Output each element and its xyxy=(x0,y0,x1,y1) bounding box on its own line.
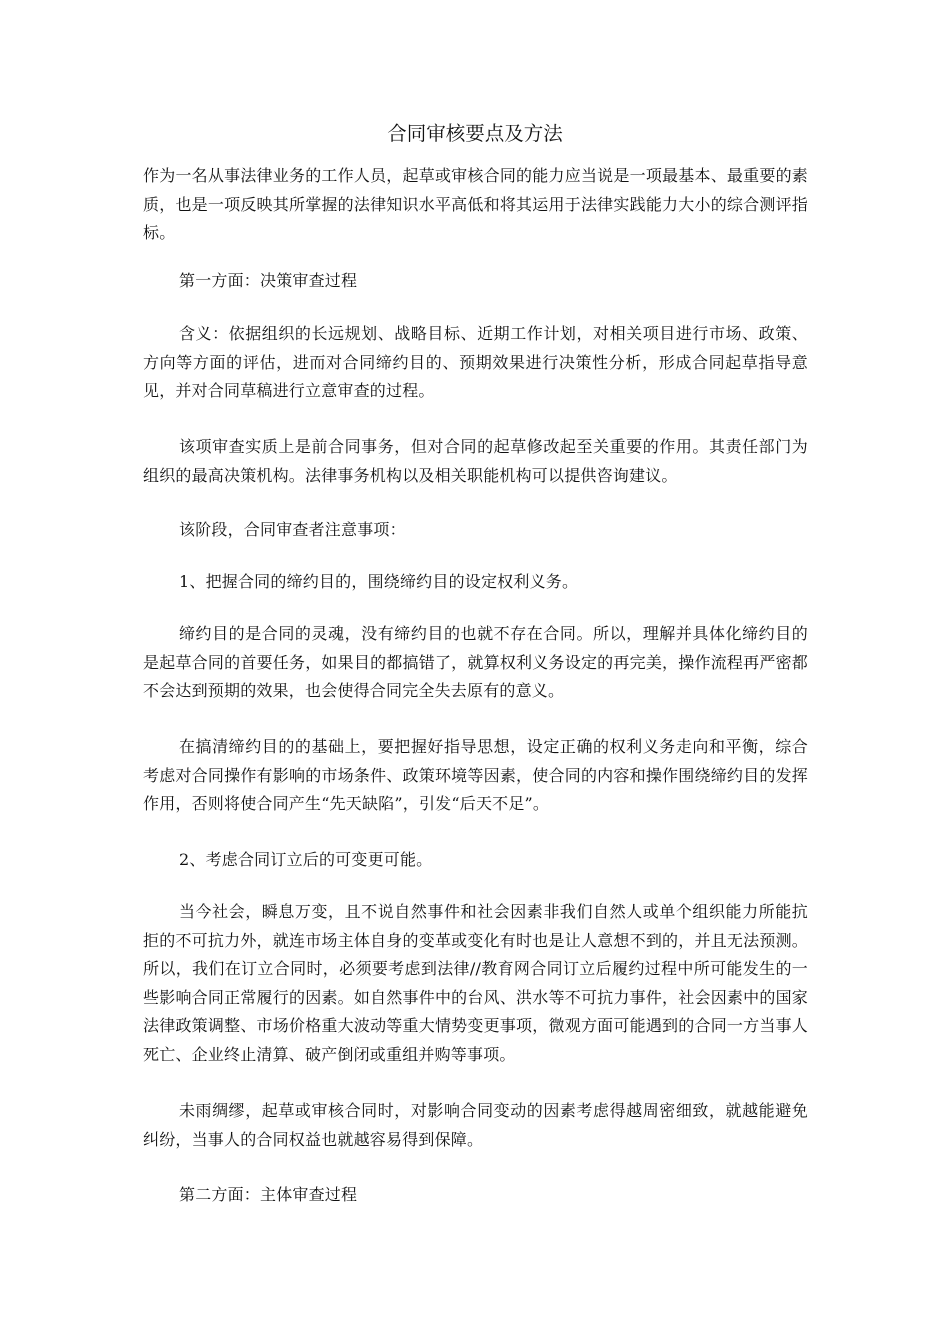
meaning-paragraph: 含义：依据组织的长远规划、战略目标、近期工作计划，对相关项目进行市场、政策、方向等方面的评估，进而对合同缔约目的、预期效果进行决策性分析，形成合同起草指导意见，并对合同草稿进行立意审查的过程。 xyxy=(143,324,808,400)
section-1-heading: 第一方面：决策审查过程 xyxy=(179,271,358,290)
review-nature-paragraph: 该项审查实质上是前合同事务，但对合同的起草修改起至关重要的作用。其责任部门为组织的最高决策机构。法律事务机构以及相关职能机构可以提供咨询建议。 xyxy=(143,437,808,485)
purpose-soul-paragraph: 缔约目的是合同的灵魂，没有缔约目的也就不存在合同。所以，理解并具体化缔约目的是起草合同的首要任务，如果目的都搞错了，就算权利义务设定的再完美，操作流程再严密都不会达到预期的效果，也会使得合同完全失去原有的意义。 xyxy=(143,624,808,700)
item-1-paragraph: 1、把握合同的缔约目的，围绕缔约目的设定权利义务。 xyxy=(179,572,579,591)
intro-paragraph: 作为一名从事法律业务的工作人员，起草或审核合同的能力应当说是一项最基本、最重要的素质，也是一项反映其所掌握的法律知识水平高低和将其运用于法律实践能力大小的综合测评指标。 xyxy=(143,166,808,242)
section-2-heading: 第二方面：主体审查过程 xyxy=(179,1185,358,1204)
society-change-paragraph: 当今社会，瞬息万变，且不说自然事件和社会因素非我们自然人或单个组织能力所能抗拒的不可抗力外，就连市场主体自身的变革或变化有时也是让人意想不到的，并且无法预测。所以，我们在订立合同时，必须要考虑到法律//教育网合同订立后履约过程中所可能发生的一些影响合同正常履行的因素。如自然事件中的台风、洪水等不可抗力事件，社会因素中的国家法律政策调整、市场价格重大波动等重大情势变更事项，微观方面可能遇到的合同一方当事人死亡、企业终止清算、破产倒闭或重组并购等事项。 xyxy=(143,902,808,1064)
purpose-basis-paragraph: 在搞清缔约目的的基础上，要把握好指导思想，设定正确的权利义务走向和平衡，综合考虑对合同操作有影响的市场条件、政策环境等因素，使合同的内容和操作围绕缔约目的发挥作用，否则将使合同产生“先天缺陷”，引发“后天不足”。 xyxy=(143,737,808,813)
prevention-paragraph: 未雨绸缪，起草或审核合同时，对影响合同变动的因素考虑得越周密细致，就越能避免纠纷，当事人的合同权益也就越容易得到保障。 xyxy=(143,1101,808,1149)
stage-notes-paragraph: 该阶段，合同审查者注意事项： xyxy=(179,520,406,539)
item-2-paragraph: 2、考虑合同订立后的可变更可能。 xyxy=(179,850,433,869)
document-title: 合同审核要点及方法 xyxy=(387,122,563,145)
